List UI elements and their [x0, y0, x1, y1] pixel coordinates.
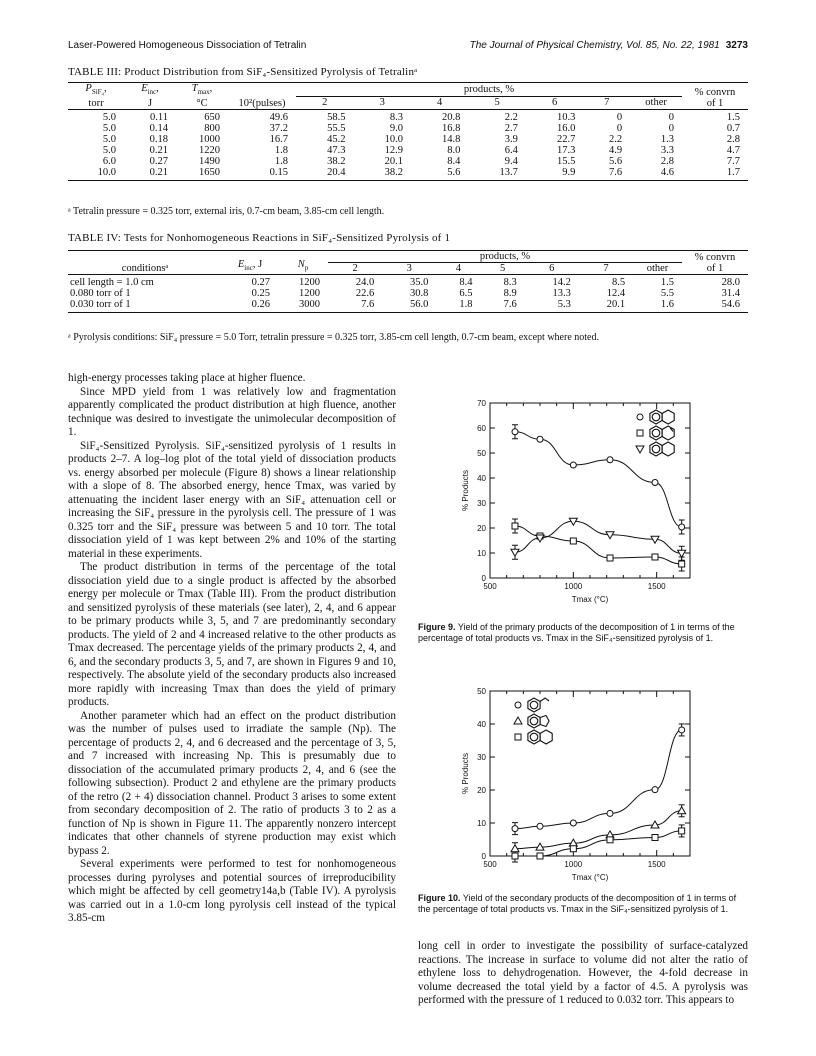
data-point-circle — [537, 436, 543, 442]
product-col-header: 2 — [352, 263, 358, 274]
table-cell: 5.5 — [660, 288, 674, 299]
table-cell: 2.8 — [726, 134, 740, 146]
data-point-circle — [512, 826, 518, 832]
legend-marker — [637, 414, 643, 420]
t3-h-products: products, % — [296, 83, 682, 97]
figure9-caption: Figure 9. Yield of the primary products of the decomposition of 1 in terms of the percentage of total products vs. Tmax in the SiF₄-sensitized pyrolysis of 1. — [418, 622, 735, 643]
product-col-header: other — [646, 263, 669, 274]
table-cell: 5.6 — [411, 167, 468, 181]
table-row — [68, 156, 748, 167]
product-col-header: 4 — [455, 263, 462, 274]
t3-h-conversion: % convrn of 1 — [682, 83, 748, 110]
data-point-circle — [570, 820, 576, 826]
table4-caption: TABLE IV: Tests for Nonhomogeneous Reactions in SiF₄-Sensitized Pyrolysis of 1 — [68, 232, 451, 244]
table-cell: 0.15 — [228, 167, 296, 181]
table-cell: 35.0 — [382, 275, 436, 289]
y-tick-label: 20 — [477, 786, 486, 795]
table-cell: 3.3 — [660, 145, 674, 157]
legend-marker — [637, 430, 643, 436]
product-col-header: 7 — [603, 263, 609, 274]
table-cell: 14.8 — [442, 134, 461, 146]
table-cell: 1490 — [199, 156, 220, 168]
table3-footnote: ᵃ Tetralin pressure = 0.325 torr, external iris, 0.7-cm beam, 3.85-cm cell length. — [68, 206, 385, 217]
product-col-header: 4 — [437, 97, 443, 109]
aromatic-circle — [652, 413, 660, 421]
data-point-square — [679, 561, 685, 567]
second-ring — [662, 410, 674, 424]
table-row — [68, 299, 748, 313]
product-col-header: 3 — [379, 97, 385, 109]
table-cell: 13.7 — [468, 167, 525, 181]
table-cell: 10.0 — [384, 134, 403, 146]
table-cell: 20.4 — [296, 167, 353, 181]
table-cell: 1.6 — [633, 299, 682, 313]
table-cell: 0 — [616, 123, 623, 135]
aromatic-circle — [530, 701, 538, 709]
y-tick-label: 20 — [477, 524, 486, 533]
figure10-caption: Figure 10. Yield of the secondary products of the decomposition of 1 in terms of the percentage of total products vs. Tmax in the SiF₄-sensitized pyrolysis of 1. — [418, 893, 737, 914]
table-cell: 54.6 — [682, 299, 748, 313]
t3-h-energy: $E_{inc}$, J — [124, 83, 176, 110]
data-point-circle — [652, 787, 658, 793]
y-tick-label: 10 — [477, 819, 486, 828]
y-tick-label: 70 — [477, 399, 486, 408]
series-curve — [515, 730, 682, 829]
table-cell: 56.0 — [382, 299, 436, 313]
paragraph: The product distribution in terms of the percentage of the total dissociation yield due to a single product is affected by the absorbed energy per molecule or Tmax (Table III). From the product distribution and sensitized pyrolysis of these materials (see later), 2, 4, and 6 appear to be primary products while 3, 5, and 7 are predominantly secondary products. The yield of 2 and 4 increased relative to the other products as Tmax decreased. The percentage yields of the primary products 2, 4, and 6, and the secondary products 3, 5, and 7, are shown in Figures 9 and 10, respectively. The absolute yield of the secondary products also increased more rapidly with increasing Tmax than does the yield of primary products. — [68, 561, 396, 708]
tetralin-ring-icon — [650, 442, 674, 456]
table-cell: 1.5 — [633, 275, 682, 289]
table-cell: 38.2 — [327, 156, 346, 168]
legend-marker — [514, 717, 522, 724]
y-tick-label: 50 — [477, 687, 486, 696]
paragraph: Since MPD yield from 1 was relatively low and fragmentation apparently complicated the product distribution at high fluence, another technique was desired to investigate the unimolecular decomposition of 1. — [68, 385, 396, 438]
five-ring — [540, 716, 549, 727]
table-cell: 20.1 — [579, 299, 633, 313]
table-cell: 0.14 — [149, 123, 168, 135]
table-cell: 0.21 — [149, 145, 168, 157]
t4-h-conversion: % convrn of 1 — [682, 251, 748, 275]
table-cell: 1200 — [278, 275, 328, 289]
table-cell: 4.9 — [609, 145, 623, 157]
tetralin-ring-icon — [528, 730, 552, 744]
product-col-header: 5 — [494, 97, 500, 109]
table-cell: 8.0 — [447, 145, 461, 157]
table-cell: 0.080 torr of 1 — [70, 288, 131, 299]
aromatic-circle — [652, 429, 660, 437]
product-col-header: 2 — [322, 97, 328, 109]
table-cell: 6.4 — [504, 145, 518, 157]
table-cell: 55.5 — [327, 123, 346, 135]
y-axis-label: % Products — [461, 470, 470, 511]
table-cell: 1.5 — [682, 110, 748, 124]
table-cell: 8.4 — [436, 275, 480, 289]
product-col-header: 5 — [499, 263, 506, 274]
tetralin-ring-icon — [650, 410, 674, 424]
paragraph: SiF₄-Sensitized Pyrolysis. SiF₄-sensitized pyrolysis of 1 results in products 2–7. A log–log plot of the total yield of dissociation products vs. energy absorbed per molecule (Figure 8) shows a linear relationship with a slope of 8. The absorbed energy, hence Tmax, was varied by attenuating the incident laser energy with an SiF₄ attenuation cell or increasing the SiF₄ pressure in the pyrolysis cell. The pressure of 1 was 0.325 torr and the SiF₄ pressure was between 5 and 10 torr. The total dissociation yield of 1 was kept between 2% and 10% of the starting material in these experiments. — [68, 439, 396, 560]
table-cell: 2.7 — [504, 123, 518, 135]
table-cell: 1200 — [299, 288, 320, 299]
x-tick-label: 1500 — [647, 582, 666, 591]
x-tick-label: 500 — [483, 582, 497, 591]
table-cell: 5.0 — [102, 145, 116, 157]
table-cell: 9.0 — [389, 123, 403, 135]
table-cell: 12.4 — [606, 288, 626, 299]
table-cell: 8.4 — [447, 156, 461, 168]
data-point-circle — [570, 462, 576, 468]
table-cell: 58.5 — [296, 110, 353, 124]
t4-h-products: products, % — [328, 251, 682, 263]
table-cell: 7.6 — [583, 167, 630, 181]
table-cell: 6.5 — [459, 288, 473, 299]
table-cell: 0.030 torr of 1 — [68, 299, 222, 313]
table-cell: 8.3 — [481, 275, 525, 289]
x-tick-label: 1500 — [647, 860, 666, 869]
table-cell: 38.2 — [353, 167, 410, 181]
table-row — [68, 275, 748, 289]
table-cell: 0 — [583, 110, 630, 124]
dialin-ring-icon — [650, 426, 674, 440]
table-row — [68, 110, 748, 124]
table-cell: 17.3 — [556, 145, 576, 157]
product-col-header: 6 — [549, 263, 555, 274]
table3 — [68, 82, 748, 181]
table-cell: 22.6 — [355, 288, 375, 299]
table-cell: 4.6 — [630, 167, 682, 181]
data-point-square — [570, 846, 576, 852]
series-curve — [515, 432, 682, 527]
table-cell: 31.4 — [721, 288, 740, 299]
data-point-triangle-down — [678, 550, 686, 557]
table4 — [68, 250, 748, 313]
second-ring — [662, 426, 674, 440]
table-cell: 20.8 — [411, 110, 468, 124]
data-point-square — [679, 828, 685, 834]
data-point-circle — [679, 727, 685, 733]
table-cell: 45.2 — [327, 134, 346, 146]
table-cell: 28.0 — [682, 275, 748, 289]
table-cell: 7.6 — [481, 299, 525, 313]
y-tick-label: 30 — [477, 753, 486, 762]
table-cell: 24.0 — [328, 275, 382, 289]
table-cell: 0 — [630, 110, 682, 124]
table-cell: 1.8 — [436, 299, 480, 313]
table-cell: 650 — [176, 110, 228, 124]
table-cell: 1.7 — [682, 167, 748, 181]
table-cell: 1.8 — [274, 145, 288, 157]
table-cell: 49.6 — [228, 110, 296, 124]
table-cell: 37.2 — [269, 123, 288, 135]
table-cell: 0.7 — [726, 123, 740, 135]
data-point-circle — [607, 810, 613, 816]
table-cell: 1.8 — [274, 156, 288, 168]
paragraph: Several experiments were performed to test for nonhomogeneous processes during pyrolyses and potential sources of irreproducibility which might be affected by cell geometry14a,b (Table IV). A pyrolysis was carried out in a 1.0-cm long pyrolysis cell instead of the typical 3.85-cm — [68, 858, 396, 924]
table-cell: 1000 — [199, 134, 220, 146]
x-axis-label: Tmax (°C) — [571, 873, 609, 882]
table-cell: 4.7 — [726, 145, 740, 157]
data-point-square — [537, 853, 543, 859]
y-axis-label: % Products — [461, 753, 470, 794]
table-cell: 0.27 — [149, 156, 168, 168]
table-cell: 3.9 — [504, 134, 518, 146]
table-row — [68, 134, 748, 145]
second-ring — [540, 730, 552, 744]
table-cell: 5.0 — [102, 123, 116, 135]
table-cell: 5.3 — [525, 299, 579, 313]
table-cell: 12.9 — [384, 145, 403, 157]
legend-marker — [636, 446, 644, 453]
legend-marker — [515, 734, 521, 740]
data-point-square — [652, 554, 658, 560]
table-cell: 13.3 — [552, 288, 571, 299]
table-cell: 2.2 — [609, 134, 623, 146]
product-col-header: 7 — [604, 97, 610, 109]
data-point-square — [512, 853, 518, 859]
table-cell: 0.27 — [222, 275, 278, 289]
body-right-column — [418, 940, 748, 1008]
table-cell: 5.6 — [609, 156, 623, 168]
table-cell: 5.0 — [102, 134, 116, 146]
table-cell: 2.8 — [660, 156, 674, 168]
table-cell: 8.9 — [503, 288, 517, 299]
table-cell: 30.8 — [410, 288, 429, 299]
x-tick-label: 500 — [483, 860, 497, 869]
table-cell: 16.8 — [442, 123, 461, 135]
vinyl-group — [540, 698, 549, 702]
table-cell: 9.4 — [504, 156, 518, 168]
table-cell: 1220 — [199, 145, 220, 157]
header-title: Laser-Powered Homogeneous Dissociation of Tetralin — [68, 40, 307, 51]
paragraph: Another parameter which had an effect on the product distribution was the number of pulses used to irradiate the sample (Np). The percentage of products 2, 4, and 6 decreased and the percentage of 3, 5, and 7 increased with increasing Np. This is presumably due to dissociation of the accumulated primary products 2, 4, and 6 (see the following subsection). Product 2 and ethylene are the primary products of the retro (2 + 4) dissociation channel. Product 3 arises to some extent from secondary decomposition of 2. The ratio of products 3 to 2 as a function of Np is shown in Figure 11. The apparently nonzero intercept indicates that other channels of styrene production may exist which bypass 2. — [68, 709, 396, 857]
table-cell: 8.5 — [579, 275, 633, 289]
table-cell: 22.7 — [556, 134, 576, 146]
table3-caption: TABLE III: Product Distribution from SiF₄-Sensitized Pyrolysis of Tetralinᵃ — [68, 66, 418, 78]
table-cell: 16.7 — [269, 134, 288, 146]
y-tick-label: 30 — [477, 499, 486, 508]
data-point-triangle — [678, 807, 686, 814]
table-cell: 7.7 — [726, 156, 740, 168]
table-cell: cell length = 1.0 cm — [68, 275, 222, 289]
table-cell: 9.9 — [526, 167, 583, 181]
product-col-header: 6 — [551, 97, 558, 109]
figure9-chart — [440, 395, 730, 615]
x-axis-label: Tmax (°C) — [571, 595, 609, 604]
legend-marker — [515, 702, 521, 708]
t3-h-pulses: 10²(pulses) — [228, 83, 296, 110]
x-tick-label: 1000 — [564, 582, 583, 591]
data-point-square — [607, 555, 613, 561]
table-cell: 10.3 — [526, 110, 583, 124]
data-point-circle — [679, 524, 685, 530]
table-cell: 10.0 — [68, 167, 124, 181]
y-tick-label: 10 — [477, 549, 486, 558]
data-point-square — [652, 835, 658, 841]
table-row — [68, 123, 748, 134]
data-point-circle — [607, 457, 613, 463]
aromatic-circle — [652, 445, 660, 453]
running-header — [68, 40, 748, 51]
t3-h-tmax: $T_{max}$, °C — [176, 83, 228, 110]
product-col-header: other — [645, 97, 667, 109]
data-point-square — [570, 538, 576, 544]
table-cell: 0 — [668, 123, 674, 135]
data-point-square — [512, 523, 518, 529]
table-row — [68, 167, 748, 181]
table-cell: 16.0 — [556, 123, 576, 135]
table-cell: 47.3 — [327, 145, 346, 157]
figure10-chart — [440, 683, 730, 888]
t4-h-np: $N_p$ — [278, 251, 328, 275]
table-cell: 14.2 — [525, 275, 579, 289]
y-tick-label: 0 — [481, 574, 486, 583]
paragraph: long cell in order to investigate the possibility of surface-catalyzed reactions. The increase in surface to volume did not alter the ratio of ethylene loss to dehydrogenation. However, the 4-fold decrease in volume decreased the total yield by a factor of 4.5. A pyrolysis was performed with the pressure of 1 reduced to 0.032 torr. This appears to — [418, 940, 748, 1006]
x-tick-label: 1000 — [564, 860, 583, 869]
table-cell: 0.25 — [251, 288, 270, 299]
data-point-circle — [512, 429, 518, 435]
data-point-circle — [537, 823, 543, 829]
indene-ring-icon — [528, 714, 549, 728]
t3-h-pressure: $P_{SiF_4}$, torr — [68, 83, 124, 110]
y-tick-label: 50 — [477, 449, 486, 458]
t4-h-conditions: conditionsᵃ — [68, 251, 222, 275]
table-cell: 0.26 — [222, 299, 278, 313]
data-point-triangle-down — [511, 549, 519, 556]
data-point-square — [607, 837, 613, 843]
table-cell: 1650 — [176, 167, 228, 181]
aromatic-circle — [530, 733, 538, 741]
product-col-header: 3 — [406, 263, 412, 274]
data-point-circle — [652, 480, 658, 486]
styrene-icon — [528, 698, 549, 712]
table-cell: 5.0 — [68, 110, 124, 124]
table-cell: 8.3 — [353, 110, 410, 124]
body-left-column — [68, 372, 396, 926]
table-cell: 15.5 — [556, 156, 576, 168]
t4-h-energy: $E_{inc}$, J — [222, 251, 278, 275]
aromatic-circle — [530, 717, 538, 725]
table-cell: 2.2 — [468, 110, 525, 124]
table-cell: 3000 — [278, 299, 328, 313]
plot-frame — [490, 691, 690, 856]
y-tick-label: 60 — [477, 424, 486, 433]
table-cell: 1.3 — [660, 134, 674, 146]
table4-footnote: ᵃ Pyrolysis conditions: SiF₄ pressure = 5.0 Torr, tetralin pressure = 0.325 torr, 3.85-cm cell length, 0.7-cm beam, except where noted. — [68, 332, 599, 343]
y-tick-label: 40 — [477, 720, 486, 729]
y-tick-label: 40 — [477, 474, 486, 483]
y-tick-label: 0 — [481, 852, 486, 861]
table-cell: 0.11 — [124, 110, 176, 124]
second-ring — [662, 442, 674, 456]
page-number: 3273 — [725, 40, 748, 51]
table-cell: 0.21 — [124, 167, 176, 181]
table-row — [68, 288, 748, 299]
header-journal: The Journal of Physical Chemistry, Vol. 85, No. 22, 1981 3273 — [469, 40, 748, 51]
table-cell: 7.6 — [328, 299, 382, 313]
table-cell: 800 — [204, 123, 220, 135]
table-cell: 0.18 — [149, 134, 168, 146]
table-row — [68, 145, 748, 156]
paragraph: high-energy processes taking place at higher fluence. — [68, 372, 306, 384]
table-cell: 6.0 — [102, 156, 116, 168]
table-cell: 20.1 — [384, 156, 403, 168]
